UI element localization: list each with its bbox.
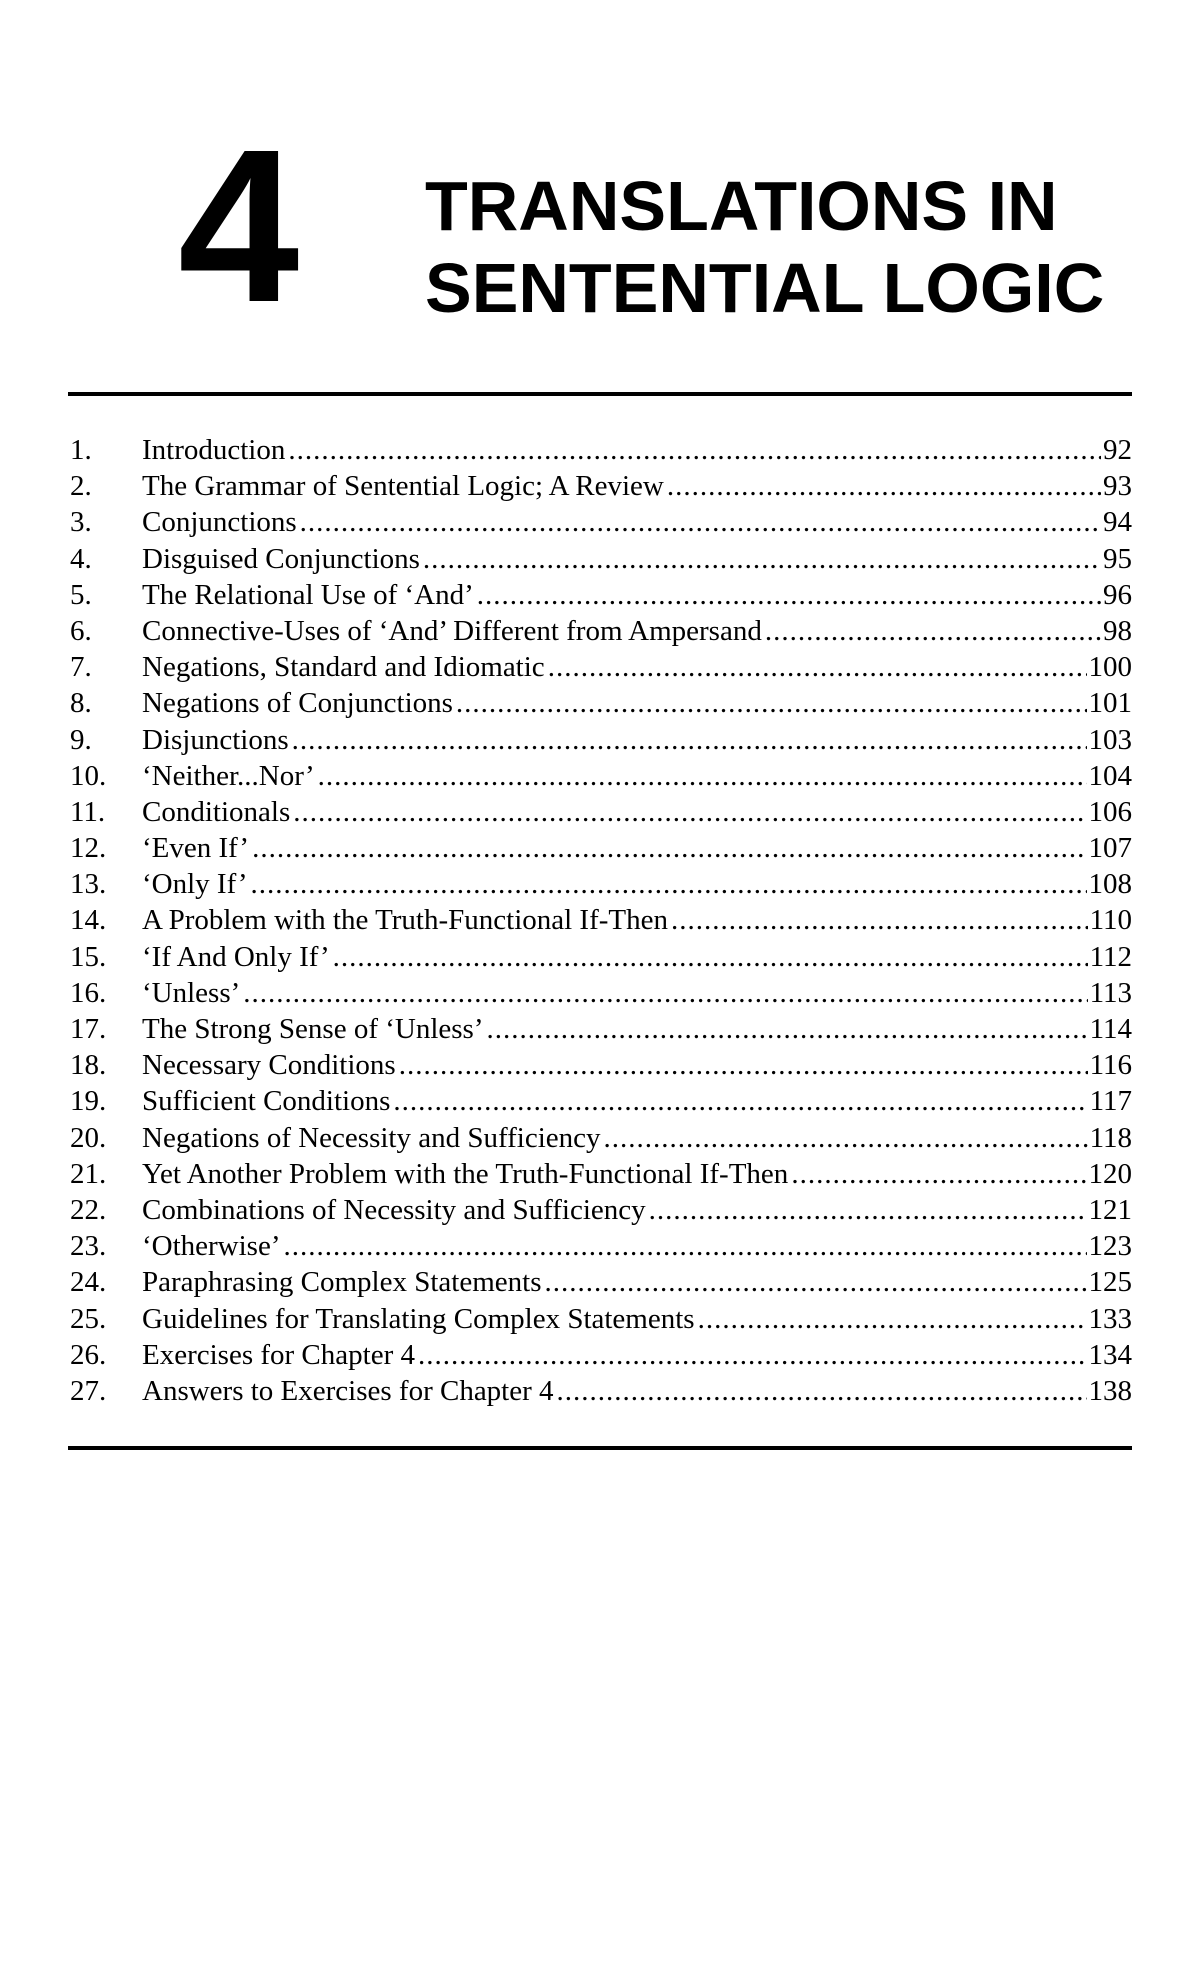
toc-dot-leader bbox=[667, 468, 1101, 504]
toc-entry-number: 22. bbox=[70, 1193, 107, 1226]
toc-entry-number: 21. bbox=[70, 1157, 107, 1190]
toc-entry-title: Necessary Conditions bbox=[142, 1049, 396, 1082]
toc-dot-leader bbox=[250, 866, 1086, 902]
toc-entry[interactable] bbox=[70, 1047, 1132, 1083]
toc-entry-number: 13. bbox=[70, 868, 107, 901]
toc-entry-page-number: 95 bbox=[1103, 542, 1132, 575]
toc-dot-leader bbox=[393, 1083, 1087, 1119]
toc-entry-title: ‘Only If’ bbox=[142, 868, 248, 901]
chapter-title-line-1: TRANSLATIONS IN bbox=[425, 167, 1058, 245]
toc-entry-page-number: 110 bbox=[1089, 904, 1132, 937]
toc-dot-leader bbox=[557, 1373, 1087, 1409]
toc-entry[interactable] bbox=[70, 939, 1132, 975]
toc-entry-number: 9. bbox=[70, 723, 92, 756]
toc-entry[interactable] bbox=[70, 504, 1132, 540]
toc-entry-page-number: 134 bbox=[1088, 1338, 1132, 1371]
toc-entry-page-number: 117 bbox=[1089, 1085, 1132, 1118]
toc-entry-page-number: 125 bbox=[1088, 1266, 1132, 1299]
toc-entry-title: Negations, Standard and Idiomatic bbox=[142, 651, 545, 684]
toc-entry-page-number: 108 bbox=[1088, 868, 1132, 901]
toc-entry-title: The Grammar of Sentential Logic; A Review bbox=[142, 470, 664, 503]
toc-entry-title: Negations of Necessity and Sufficiency bbox=[142, 1121, 601, 1154]
toc-dot-leader bbox=[243, 975, 1087, 1011]
toc-entry-number: 3. bbox=[70, 506, 92, 539]
toc-entry-page-number: 112 bbox=[1089, 940, 1132, 973]
toc-entry-page-number: 113 bbox=[1089, 976, 1132, 1009]
toc-entry[interactable] bbox=[70, 758, 1132, 794]
table-of-contents bbox=[70, 432, 1132, 1409]
toc-dot-leader bbox=[293, 794, 1086, 830]
toc-entry-number: 14. bbox=[70, 904, 107, 937]
toc-entry-number: 26. bbox=[70, 1338, 107, 1371]
toc-entry-number: 15. bbox=[70, 940, 107, 973]
toc-dot-leader bbox=[545, 1264, 1087, 1300]
top-divider bbox=[68, 392, 1132, 396]
toc-entry[interactable] bbox=[70, 1264, 1132, 1300]
toc-dot-leader bbox=[649, 1192, 1087, 1228]
toc-entry-number: 25. bbox=[70, 1302, 107, 1335]
toc-entry-title: Disjunctions bbox=[142, 723, 289, 756]
chapter-number: 4 bbox=[178, 105, 300, 348]
toc-dot-leader bbox=[252, 830, 1086, 866]
chapter-title-line-2: SENTENTIAL LOGIC bbox=[425, 249, 1105, 327]
toc-dot-leader bbox=[604, 1120, 1088, 1156]
toc-entry-page-number: 120 bbox=[1088, 1157, 1132, 1190]
toc-dot-leader bbox=[288, 432, 1101, 468]
toc-entry[interactable] bbox=[70, 1156, 1132, 1192]
toc-entry-page-number: 101 bbox=[1088, 687, 1132, 720]
toc-entry-number: 7. bbox=[70, 651, 92, 684]
toc-entry-page-number: 118 bbox=[1089, 1121, 1132, 1154]
toc-entry-title: Disguised Conjunctions bbox=[142, 542, 420, 575]
toc-entry[interactable] bbox=[70, 1228, 1132, 1264]
toc-entry-title: Conjunctions bbox=[142, 506, 297, 539]
toc-entry-page-number: 94 bbox=[1103, 506, 1132, 539]
toc-entry-title: Paraphrasing Complex Statements bbox=[142, 1266, 542, 1299]
toc-entry-title: Exercises for Chapter 4 bbox=[142, 1338, 415, 1371]
toc-entry[interactable] bbox=[70, 541, 1132, 577]
toc-dot-leader bbox=[456, 685, 1087, 721]
toc-entry[interactable] bbox=[70, 577, 1132, 613]
toc-entry[interactable] bbox=[70, 1192, 1132, 1228]
chapter-title bbox=[425, 165, 1104, 329]
toc-entry-page-number: 93 bbox=[1103, 470, 1132, 503]
toc-entry-title: Negations of Conjunctions bbox=[142, 687, 453, 720]
toc-entry-number: 1. bbox=[70, 434, 92, 466]
toc-dot-leader bbox=[292, 722, 1087, 758]
toc-entry-title: ‘Neither...Nor’ bbox=[142, 759, 315, 792]
toc-entry-number: 5. bbox=[70, 578, 92, 611]
toc-dot-leader bbox=[698, 1301, 1087, 1337]
toc-entry[interactable] bbox=[70, 685, 1132, 721]
toc-entry-page-number: 138 bbox=[1088, 1374, 1132, 1407]
toc-dot-leader bbox=[477, 577, 1101, 613]
toc-entry-title: ‘If And Only If’ bbox=[142, 940, 330, 973]
toc-entry[interactable] bbox=[70, 649, 1132, 685]
toc-dot-leader bbox=[333, 939, 1088, 975]
toc-dot-leader bbox=[418, 1337, 1087, 1373]
toc-entry-page-number: 106 bbox=[1088, 795, 1132, 828]
toc-entry[interactable] bbox=[70, 1337, 1132, 1373]
toc-entry[interactable] bbox=[70, 722, 1132, 758]
toc-entry-title: The Strong Sense of ‘Unless’ bbox=[142, 1013, 484, 1045]
toc-entry-page-number: 107 bbox=[1088, 832, 1132, 865]
toc-entry-title: Conditionals bbox=[142, 795, 291, 828]
toc-entry-page-number: 116 bbox=[1089, 1049, 1132, 1082]
toc-entry-page-number: 121 bbox=[1088, 1193, 1132, 1226]
toc-entry-number: 16. bbox=[70, 976, 107, 1009]
toc-entry-number: 20. bbox=[70, 1121, 107, 1154]
toc-entry-page-number: 123 bbox=[1088, 1230, 1132, 1263]
toc-entry-number: 2. bbox=[70, 470, 92, 503]
toc-entry-title: Combinations of Necessity and Sufficiency bbox=[142, 1193, 646, 1226]
toc-entry-title: ‘Unless’ bbox=[142, 976, 241, 1009]
toc-entry[interactable] bbox=[70, 1301, 1132, 1337]
toc-entry-title: Answers to Exercises for Chapter 4 bbox=[142, 1374, 554, 1407]
toc-entry-page-number: 104 bbox=[1088, 759, 1132, 792]
toc-entry-page-number: 98 bbox=[1103, 614, 1132, 647]
toc-entry-number: 18. bbox=[70, 1049, 107, 1082]
toc-entry[interactable] bbox=[70, 1120, 1132, 1156]
toc-entry-title: Guidelines for Translating Complex Statements bbox=[142, 1302, 695, 1335]
toc-entry-number: 11. bbox=[70, 795, 106, 828]
toc-dot-leader bbox=[791, 1156, 1086, 1192]
toc-dot-leader bbox=[765, 613, 1101, 649]
toc-entry[interactable] bbox=[70, 432, 1132, 468]
toc-entry[interactable] bbox=[70, 1011, 1132, 1047]
toc-entry[interactable] bbox=[70, 975, 1132, 1011]
toc-entry-title: Yet Another Problem with the Truth-Functional If-Then bbox=[142, 1157, 789, 1190]
toc-entry[interactable] bbox=[70, 1083, 1132, 1119]
toc-entry-number: 12. bbox=[70, 832, 107, 865]
bottom-divider bbox=[68, 1446, 1132, 1450]
toc-entry-title: Sufficient Conditions bbox=[142, 1085, 391, 1118]
toc-entry-page-number: 96 bbox=[1103, 578, 1132, 611]
toc-dot-leader bbox=[548, 649, 1087, 685]
toc-entry-title: ‘Otherwise’ bbox=[142, 1230, 281, 1263]
toc-dot-leader bbox=[423, 541, 1101, 577]
toc-entry-title: A Problem with the Truth-Functional If-Then bbox=[142, 904, 668, 937]
toc-entry-number: 24. bbox=[70, 1266, 107, 1299]
toc-entry[interactable] bbox=[70, 902, 1132, 938]
toc-entry-number: 6. bbox=[70, 614, 92, 647]
toc-entry-page-number: 100 bbox=[1088, 651, 1132, 684]
toc-entry[interactable] bbox=[70, 1373, 1132, 1409]
toc-dot-leader bbox=[300, 504, 1101, 540]
toc-entry[interactable] bbox=[70, 830, 1132, 866]
toc-entry[interactable] bbox=[70, 794, 1132, 830]
toc-entry[interactable] bbox=[70, 468, 1132, 504]
toc-dot-leader bbox=[399, 1047, 1088, 1083]
toc-entry-number: 23. bbox=[70, 1230, 107, 1263]
toc-entry-number: 10. bbox=[70, 759, 107, 792]
toc-entry-number: 27. bbox=[70, 1374, 107, 1407]
toc-entry-page-number: 103 bbox=[1088, 723, 1132, 756]
toc-entry[interactable] bbox=[70, 866, 1132, 902]
toc-entry-title: ‘Even If’ bbox=[142, 832, 250, 865]
toc-entry-title: The Relational Use of ‘And’ bbox=[142, 578, 474, 611]
toc-entry-number: 8. bbox=[70, 687, 92, 720]
toc-entry-number: 4. bbox=[70, 542, 92, 575]
toc-entry-title: Connective-Uses of ‘And’ Different from Ampersand bbox=[142, 614, 762, 647]
toc-dot-leader bbox=[671, 902, 1088, 938]
toc-dot-leader bbox=[284, 1228, 1087, 1264]
toc-entry-page-number: 133 bbox=[1088, 1302, 1132, 1335]
toc-entry-number: 19. bbox=[70, 1085, 107, 1118]
toc-dot-leader bbox=[318, 758, 1087, 794]
toc-entry-page-number: 92 bbox=[1103, 434, 1132, 466]
toc-entry-number: 17. bbox=[70, 1013, 107, 1045]
toc-entry-title: Introduction bbox=[142, 434, 286, 466]
toc-entry-page-number: 114 bbox=[1089, 1013, 1132, 1045]
toc-entry[interactable] bbox=[70, 613, 1132, 649]
toc-dot-leader bbox=[487, 1011, 1088, 1047]
